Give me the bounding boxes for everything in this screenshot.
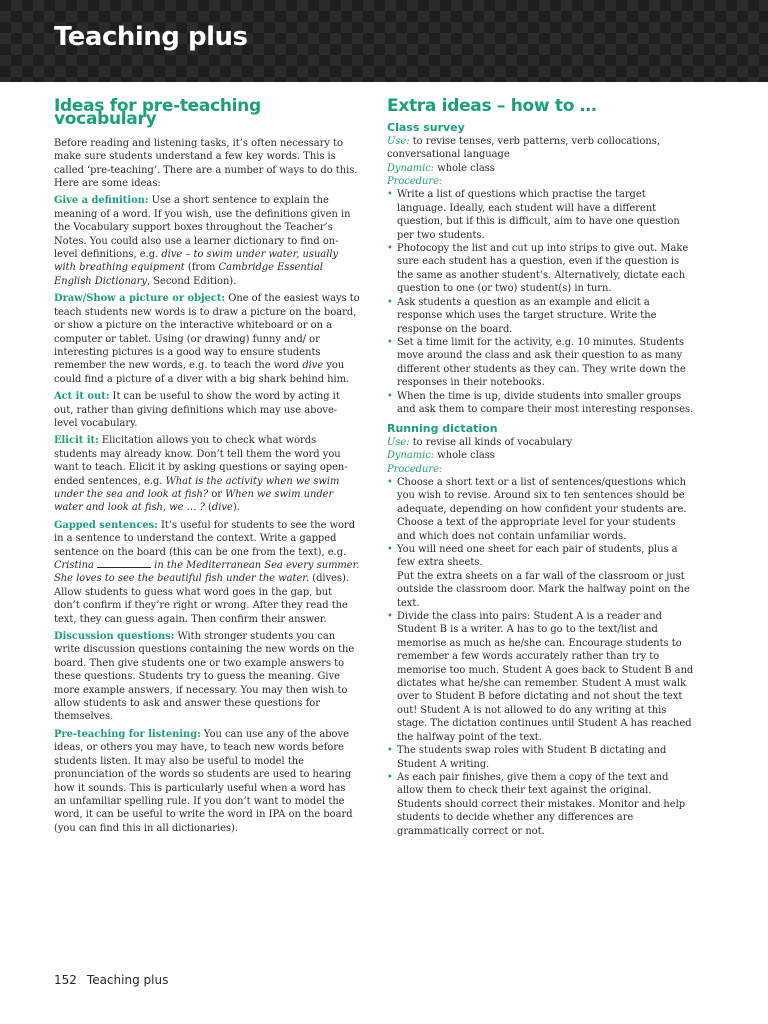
elicit-term: Elicit it: <box>54 435 99 447</box>
list-item <box>387 610 697 744</box>
header-banner <box>0 0 768 82</box>
discussion-term: Discussion questions: <box>54 631 175 643</box>
dictation-dynamic-text: whole class <box>434 450 495 462</box>
draw-text-1: One of the easiest ways to teach students new words is to draw a picture on the board, or show a picture on the interactive whiteboard or on a computer or tablet. Using (or drawing) funny and/ or interesting pictures is a good way to ensure students remember the new words, e.g. to teach the word <box>54 293 360 372</box>
step-text: Write a list of questions which practise the target language. Ideally, each student will have a different question, but if this is difficult, aim to have one question per two students. <box>397 189 680 241</box>
step-text: Choose a short text or a list of sentences/questions which you wish to revise. Around six to ten sentences should be adequate, depending on how confident your students are. Choose a text of the appropriate level for your students and which does not contain unfamiliar words. <box>397 476 687 542</box>
step-text: You will need one sheet for each pair of students, plus a few extra sheets. <box>397 544 678 569</box>
list-item <box>387 336 697 390</box>
draw-paragraph <box>54 292 360 386</box>
elicit-text-1: Elicitation allows you to check what words students may already know. Don’t tell them the word you want to teach. Elicit it by asking questions or saying open-ended sentences, e.g. <box>54 435 348 487</box>
listening-paragraph <box>54 728 360 835</box>
list-item <box>387 242 697 296</box>
discussion-text: With stronger students you can write discussion questions containing the new words on the board. Then give students one or two example answers to these questions. Students try to guess the meaning. Give more example answers, if necessary. You may then wish to allow students to ask and answer these questions for themselves. <box>54 631 355 723</box>
dictation-title: Running dictation <box>387 422 498 436</box>
survey-use-label: Use: <box>387 135 410 147</box>
dictation-dynamic <box>387 449 697 462</box>
draw-text-2: you could find a picture of a diver with a big shark behind him. <box>54 360 350 385</box>
survey-procedure <box>387 175 697 188</box>
gapped-term: Gapped sentences: <box>54 519 158 531</box>
bullet-icon: • <box>387 336 393 348</box>
elicit-question-2: When we swim under water and look at fish, we … ? <box>54 488 334 514</box>
right-column <box>387 98 697 838</box>
footer-section: Teaching plus <box>86 973 169 987</box>
list-item <box>387 476 697 543</box>
act-term: Act it out: <box>54 391 110 403</box>
listening-text: You can use any of the above ideas, or others you may have, to teach new words before students listen. It may also be useful to model the pronunciation of the words so students are used to hearing how it sounds. This is particularly useful when a word has an unfamiliar spelling rule. If you don’t want to model the word, it can be useful to write the word in IPA on the board (you can find this in all dictionaries). <box>54 728 353 834</box>
listening-term: Pre-teaching for listening: <box>54 728 201 740</box>
intro-paragraph: Before reading and listening tasks, it’s often necessary to make sure students understand a few key words. This is called ‘pre-teaching’. There are a number of ways to do this. Here are some ideas: <box>54 137 358 190</box>
definition-paragraph <box>54 194 360 288</box>
elicit-answer: dive <box>211 502 233 514</box>
definition-text-2: (from <box>184 262 219 274</box>
gapped-example-end: in the Mediterranean Sea every summer. She loves to see the beautiful fish under the water. <box>54 560 360 585</box>
elicit-text-3: ). <box>232 502 240 514</box>
gapped-paragraph <box>54 519 360 626</box>
list-item <box>387 744 697 771</box>
dictation-use-text: to revise all kinds of vocabulary <box>409 436 573 448</box>
gap-blank <box>97 559 151 568</box>
definition-example: dive – to swim under water, usually with breathing equipment <box>54 249 339 274</box>
draw-word: dive <box>302 360 324 372</box>
list-item <box>387 771 697 838</box>
elicit-paragraph <box>54 434 360 514</box>
survey-dynamic <box>387 162 697 175</box>
elicit-or: or <box>208 488 226 500</box>
bullet-icon: • <box>387 544 393 555</box>
act-paragraph <box>54 390 360 430</box>
elicit-text-2: ( <box>204 502 212 514</box>
page-number: 152 <box>54 973 77 987</box>
dictation-dynamic-label: Dynamic: <box>387 450 435 462</box>
dictation-steps <box>387 476 697 570</box>
elicit-question-1: What is the activity when we swim under the sea and look at fish? <box>54 475 340 500</box>
step-text: The students swap roles with Student B dictating and Student A writing. <box>397 745 667 770</box>
bullet-icon: • <box>387 296 393 308</box>
bullet-icon: • <box>387 189 393 201</box>
step-text: When the time is up, divide students into smaller groups and ask them to compare their most interesting responses. <box>397 390 694 415</box>
bullet-icon: • <box>387 771 393 783</box>
act-text: It can be useful to show the word by acting it out, rather than giving definitions which may use above-level vocabulary. <box>54 391 340 429</box>
step-text: Divide the class into pairs: Student A is a reader and Student B is a writer. A has to go to the text/list and memorise as much as he/she can. Encourage students to remember a few words accurately rather than try to memorise too much. Student A goes back to Student B and dictates what he/she can remember. Student A must walk over to Student B before dictating and not shout the text out! Student A is not allowed to do any writing at this stage. The dictation continues until Student A has reached the halfway point of the text. <box>397 611 694 743</box>
survey-title: Class survey <box>387 121 465 135</box>
step-text: Set a time limit for the activity, e.g. 10 minutes. Students move around the class and ask their question to as many different other students as they can. They write down the responses in their notebooks. <box>397 336 686 389</box>
list-item <box>387 543 697 570</box>
left-column <box>54 98 360 839</box>
left-heading: Ideas for pre-teaching vocabulary <box>54 96 261 130</box>
bullet-icon: • <box>387 476 393 488</box>
bullet-icon: • <box>387 611 393 623</box>
dictation-procedure-label: Procedure: <box>387 463 443 475</box>
survey-use-text: to revise tenses, verb patterns, verb collocations, conversational language <box>387 135 660 161</box>
page-title: Teaching plus <box>54 22 248 52</box>
definition-term: Give a definition: <box>54 195 149 207</box>
definition-text-3: , Second Edition). <box>147 275 237 287</box>
step-text: Ask students a question as an example and elicit a response which uses the target structure. Write the response on the board. <box>397 296 657 335</box>
bullet-icon: • <box>387 745 393 757</box>
gapped-example-start: Cristina <box>54 560 94 571</box>
bullet-icon: • <box>387 243 393 255</box>
survey-procedure-label: Procedure: <box>387 176 443 188</box>
gapped-text-2: (dives). Allow students to guess what word goes in the gap, but don’t confirm if they’re right or wrong. After they read the text, they can guess again. Then confirm their answer. <box>54 573 350 625</box>
step-text: Photocopy the list and cut up into strips to give out. Make sure each student has a question, even if the question is the same as another student’s. Alternatively, dictate each question to one (or two) student(s) in turn. <box>397 243 689 295</box>
discussion-paragraph <box>54 630 360 724</box>
dictation-use <box>387 436 697 449</box>
right-heading: Extra ideas – how to … <box>387 96 597 116</box>
list-item <box>387 296 697 336</box>
step-text: As each pair finishes, give them a copy of the text and allow them to check their text against the original. Students should correct their mistakes. Monitor and help students to decide whether any differences are grammatically correct or not. <box>397 771 686 837</box>
list-item <box>387 188 697 242</box>
definition-text-1: Use a short sentence to explain the meaning of a word. If you wish, use the definitions given in the Vocabulary support boxes throughout the Teacher’s Notes. You could also use a learner dictionary to find on-level definitions, e.g. <box>54 195 351 261</box>
definition-source: Cambridge Essential English Dictionary <box>54 262 323 287</box>
dictation-use-label: Use: <box>387 436 410 448</box>
bullet-icon: • <box>387 390 393 402</box>
dictation-steps-continued <box>387 610 697 838</box>
survey-dynamic-text: whole class <box>434 162 495 174</box>
survey-use <box>387 135 697 162</box>
gapped-text-1: It’s useful for students to see the word in a sentence to understand the context. Write a gapped sentence on the board (this can be one from the text), e.g. <box>54 519 356 558</box>
survey-steps <box>387 188 697 416</box>
survey-dynamic-label: Dynamic: <box>387 162 435 174</box>
step-continuation: Put the extra sheets on a far wall of the classroom or just outside the classroom door. Mark the halfway point on the text. <box>397 570 690 609</box>
draw-term: Draw/Show a picture or object: <box>54 293 226 305</box>
dictation-procedure <box>387 463 697 476</box>
list-item <box>387 390 697 417</box>
page-footer <box>54 973 168 987</box>
